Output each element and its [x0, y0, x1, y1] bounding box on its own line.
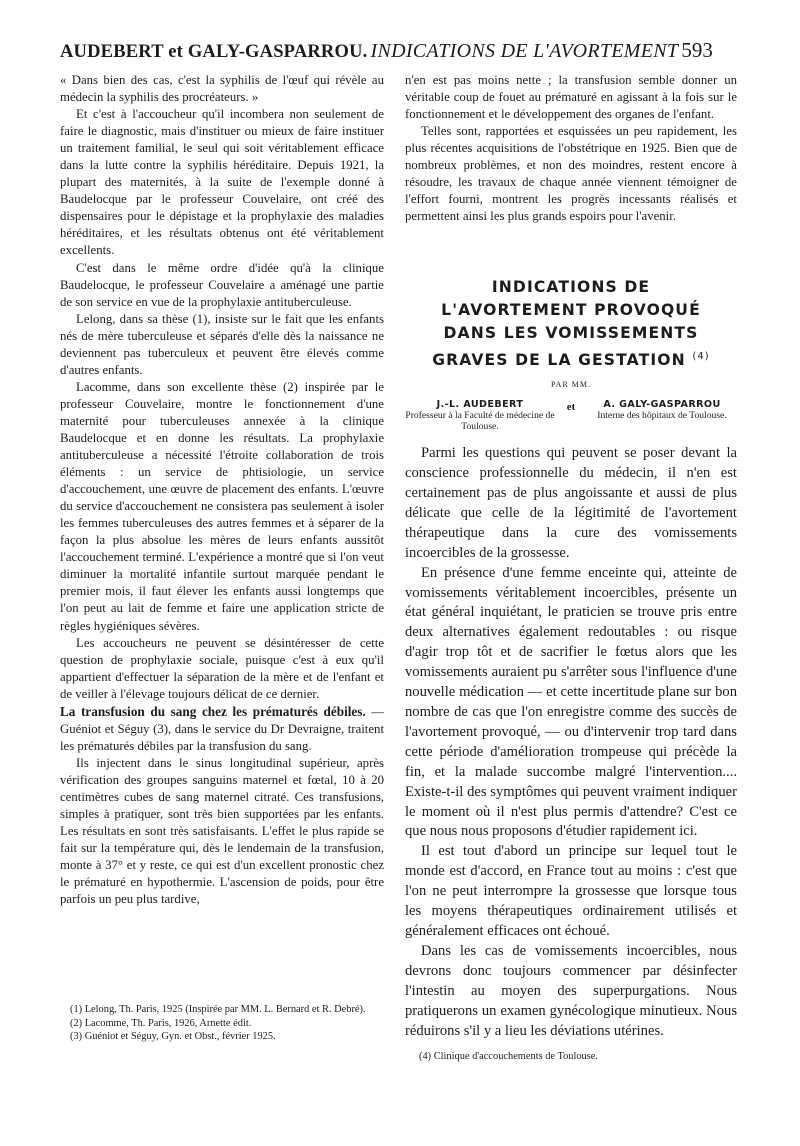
section-heading: La transfusion du sang chez les prématurés débiles.: [60, 703, 366, 719]
right-paragraph: Telles sont, rapportées et esquissées un peu rapidement, les plus récentes acquisitions de l'obstétrique en 1925. Bien que de nombreux problèmes, et non des moindres, restent encore à résoudre, les travaux de chaque année viennent témoigner de l'effort fourni, montrent les progrès incessants réalisés et permettent ainsi les plus grands espoirs pour l'avenir.: [405, 124, 737, 224]
article-paragraph: Dans les cas de vomissements incoercibles, nous devrons donc toujours commencer par désinfecter l'intestin au moyen des superpurgations. Nous pratiquerons un examen gynécologique minutieux. Nous réduirons s'il y a lieu les déviations utérines.: [405, 942, 737, 1039]
author-role: Interne des hôpitaux de Toulouse.: [597, 410, 727, 422]
and-conjunction: et: [566, 401, 576, 414]
header-title: INDICATIONS DE L'AVORTEMENT: [370, 40, 679, 62]
article-title: [405, 276, 737, 372]
left-column: [60, 72, 384, 1000]
title-footnote-marker: (4): [692, 351, 710, 362]
footnote: (3) Guéniot et Séguy, Gyn. et Obst., février 1925.: [70, 1031, 276, 1043]
footnote: (1) Lelong, Th. Paris, 1925 (Inspirée par MM. L. Bernard et R. Debré).: [70, 1004, 366, 1015]
page-number: 593: [681, 38, 713, 62]
article-paragraph: En présence d'une femme enceinte qui, atteinte de vomissements véritablement incoercibles, présente un état général inquiétant, le praticien se trouve pris entre deux alternatives également redoutables : ou risque d'agir trop tôt et de sacrifier le fœtus alors que les vomissements auraient pu s'arrêter sous l'influence d'une nouvelle médication — et cette incertitude plane sur bon nombre de cas que l'on enregistre comme des succès de l'avortement provoqué, — ou d'intervenir trop tard dans cette période d'amélioration trompeuse qui précède la fin, et la malade succombe malgré l'intervention.... Existe-t-il des symptômes qui peuvent vraiment indiquer le moment où il n'est plus permis d'attendre? C'est ce que nous nous proposons d'étudier rapidement ici.: [405, 564, 737, 840]
author-block: [405, 399, 555, 432]
running-header: [60, 38, 750, 68]
article-title-line: GRAVES DE LA GESTATION: [432, 351, 686, 370]
article-title-line: DANS LES VOMISSEMENTS: [443, 324, 699, 342]
header-authors: AUDEBERT et GALY-GASPARROU.: [60, 42, 368, 62]
author-role: Professeur à la Faculté de médecine de Toulouse.: [405, 410, 555, 433]
left-column-body: [60, 72, 384, 1000]
left-paragraph: « Dans bien des cas, c'est la syphilis de l'œuf qui révèle au médecin la syphilis des procréateurs. »: [60, 73, 384, 105]
right-column: [405, 72, 737, 1064]
left-paragraph: Et c'est à l'accoucheur qu'il incombera non seulement de faire le diagnostic, mais d'instituer ou mieux de faire instituer un traitement familial, le seul qui soit véritablement efficace dans la lutte contre la syphilis héréditaire. Depuis 1921, la plupart des maternités, à la suite de l'exemple donné à Baudelocque par le professeur Couvelaire, ont créé des dispensaires pour le dépistage et la prophylaxie des maladies héréditaires, et les résultats obtenus ont été véritablement excellents.: [60, 107, 384, 258]
article-footnote: (4) Clinique d'accouchements de Toulouse.: [419, 1051, 598, 1063]
left-footnotes: [60, 1003, 384, 1044]
left-paragraph: Ils injectent dans le sinus longitudinal supérieur, après vérification des groupes sanguins maternel et fœtal, 10 à 20 centimètres cubes de sang maternel citraté. Ces transfusions, simples à pratiquer, sont très bien supportées par les enfants. Les résultats en sont très satisfaisants. L'effet le plus rapide se fait sur la température qui, dès le lendemain de la transfusion, monte à 37° et y reste, ce qui est d'un excellent pronostic chez le prématuré en hypothermie. L'ascension de poids, pour être parfois un peu plus tardive,: [60, 755, 384, 907]
author-block: [587, 399, 737, 421]
author-name: A. GALY-GASPARROU: [603, 399, 721, 411]
right-paragraph: n'en est pas moins nette ; la transfusion semble donner un véritable coup de fouet au prématuré en agissant à la fois sur le fonctionnement et le développement des organes de l'enfant.: [405, 73, 737, 122]
left-paragraph: Lelong, dans sa thèse (1), insiste sur le fait que les enfants nés de mère tuberculeuse et séparés d'elle dès la naissance ne deviennent pas tuberculeux et peuvent être élevés comme d'autres enfants.: [60, 311, 384, 377]
left-paragraph: Lacomme, dans son excellente thèse (2) inspirée par le professeur Couvelaire, montre le fonctionnement d'une maternité pour tuberculeuses annexée à la clinique Baudelocque et en donne les résultats. La prophylaxie antituberculeuse a nécessité l'étroite collaboration de trois éléments : un service de phtisiologie, un service d'accouchement, une œuvre de placement des enfants. L'œuvre du service d'accouchement ne consistera pas seulement à isoler les femmes tuberculeuses des autres femmes et à séparer de la façon la plus absolue les mères de leurs enfants aussitôt l'accouchement terminé. L'expérience a montré que si l'on veut diminuer la mortalité infantile surtout marquée pendant le premier mois, il faut élever les enfants aussi longtemps que l'on peut au lait de femme et faire une application stricte de règles hygiéniques sévères.: [60, 379, 384, 633]
left-paragraph: C'est dans le même ordre d'idée qu'à la clinique Baudelocque, le professeur Couvelaire a aménagé une partie de son service en vue de la prophylaxie antituberculeuse.: [60, 260, 384, 309]
author-name: J.-L. AUDEBERT: [436, 399, 524, 411]
left-paragraph: Les accoucheurs ne peuvent se désintéresser de cette question de prophylaxie sociale, puisque c'est à eux qu'il appartient d'effectuer la séparation de la mère et de l'enfant et de veiller à l'élevage toujours délicat de ce dernier.: [60, 635, 384, 701]
section-paragraph: [60, 703, 384, 755]
article-title-line: INDICATIONS DE: [491, 278, 651, 296]
right-column-top: [405, 72, 737, 256]
article-title-line-last: [405, 345, 737, 372]
article-title-line: L'AVORTEMENT PROVOQUÉ: [441, 301, 701, 319]
footnote: (2) Lacomme, Th. Paris, 1926, Arnette édit.: [70, 1017, 252, 1029]
section-text: — Guéniot et Séguy (3), dans le service du Dr Devraigne, traitent les prématurés débiles par la transfusion du sang.: [60, 704, 384, 753]
article-paragraph: Parmi les questions qui peuvent se poser devant la conscience professionnelle du médecin, il n'en est certainement pas de plus angoissante et aussi de plus délicate que celle de la légitimité de l'avortement thérapeutique dans la cure des vomissements incoercibles de la grossesse.: [405, 445, 737, 561]
article-body: [405, 444, 737, 1048]
authors-row: [405, 399, 737, 432]
par-mm: PAR MM.: [550, 380, 592, 390]
article-paragraph: Il est tout d'abord un principe sur lequel tout le monde est d'accord, en France tout au moins : c'est que l'on ne peut interrompre la grossesse que lorsque tous les moyens thérapeutiques ordinairement utilisés et généralement efficaces ont échoué.: [405, 843, 737, 939]
